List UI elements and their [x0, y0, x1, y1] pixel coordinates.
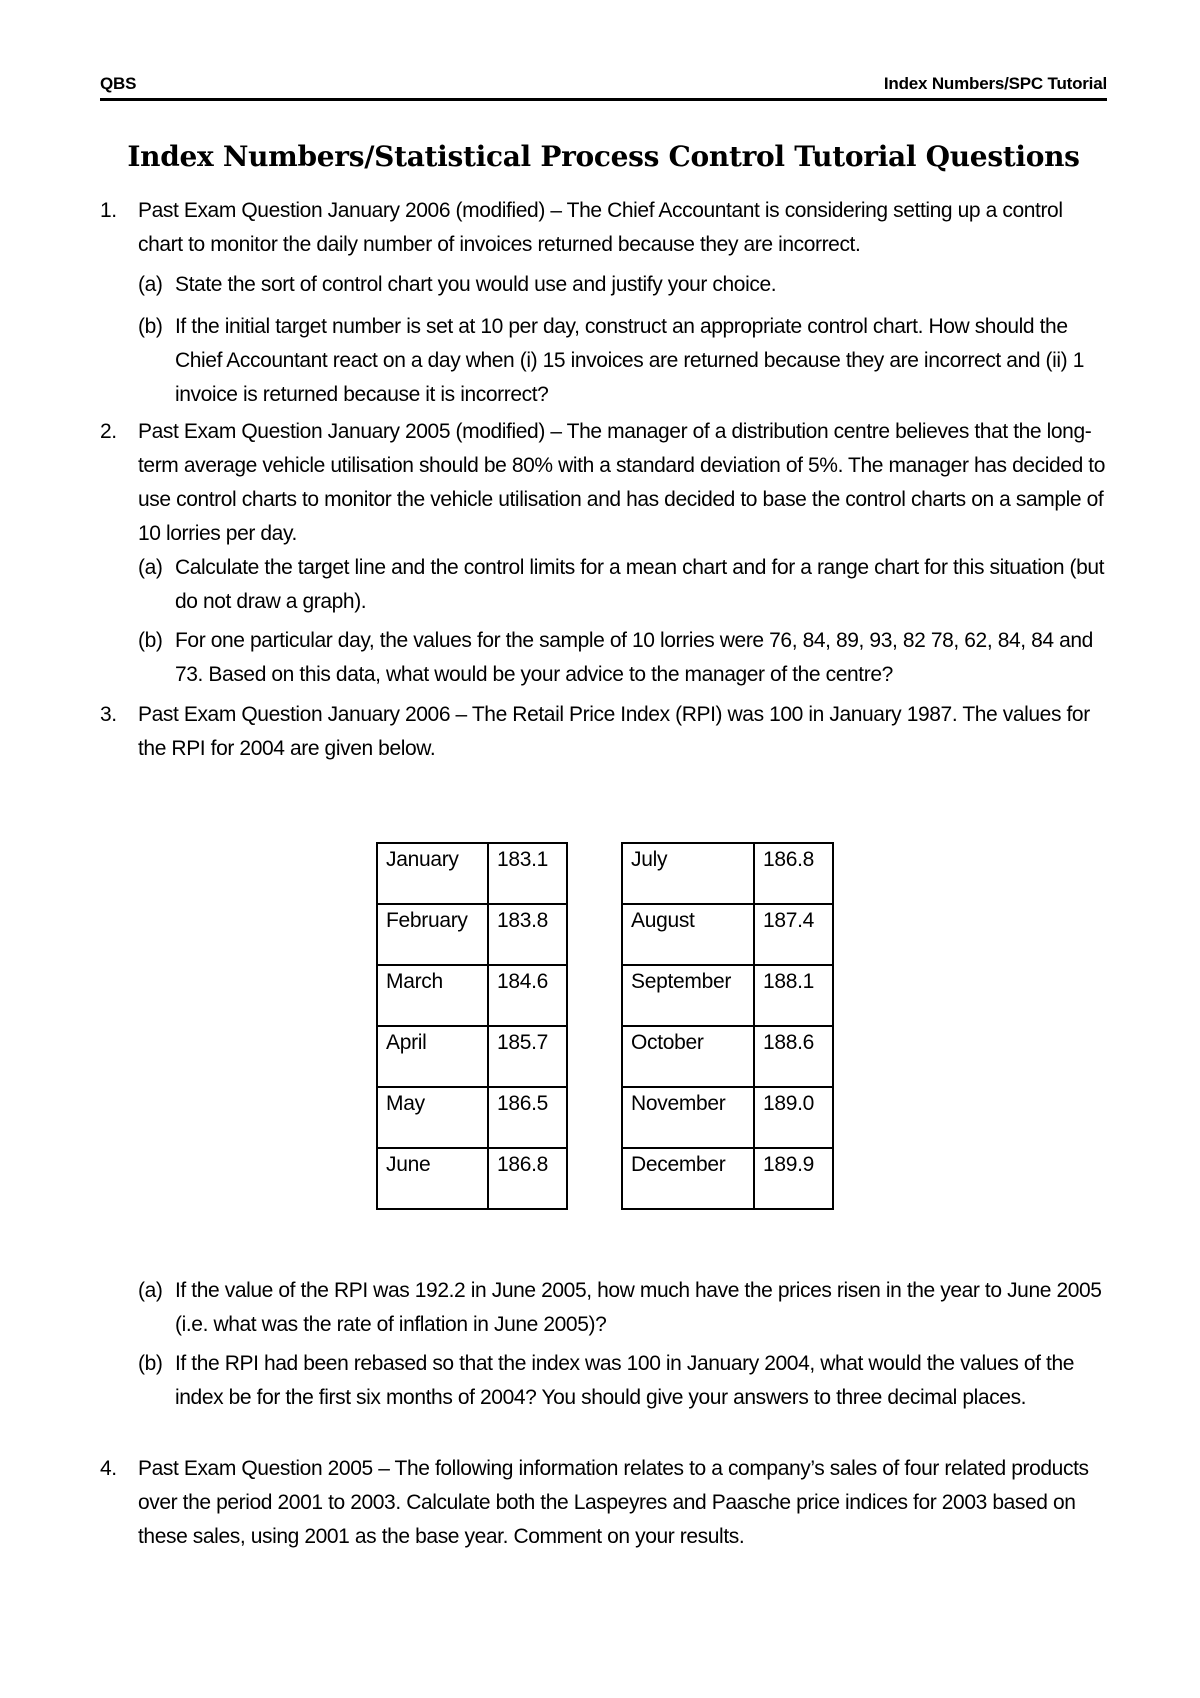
question-text: Past Exam Question January 2006 (modified) – The Chief Accountant is considering setting up a control chart to monitor the daily number of invoices returned because they are incorrect.: [138, 199, 1063, 256]
value-cell: 189.0: [754, 1087, 833, 1148]
month-cell: January: [377, 843, 488, 904]
header-right: Index Numbers/SPC Tutorial: [883, 74, 1107, 93]
value-cell: 188.6: [754, 1026, 833, 1087]
table-row: [622, 965, 833, 1026]
table-row: [622, 904, 833, 965]
value-cell: 185.7: [488, 1026, 567, 1087]
table-row: [377, 1087, 567, 1148]
part-label: (a): [138, 273, 163, 296]
month-cell: August: [622, 904, 754, 965]
part-label: (a): [138, 556, 163, 579]
rpi-table-right: [621, 842, 834, 1210]
part-text: If the RPI had been rebased so that the index was 100 in January 2004, what would the values of the index be for the first six months of 2004? You should give your answers to three decimal places.: [175, 1352, 1075, 1409]
value-cell: 184.6: [488, 965, 567, 1026]
question-text: Past Exam Question January 2005 (modified) – The manager of a distribution centre believes that the long-term average vehicle utilisation should be 80% with a standard deviation of 5%. The manager has decided to use control charts to monitor the vehicle utilisation and has decided to base the control charts on a sample of 10 lorries per day.: [138, 420, 1105, 545]
page-header: [100, 74, 1107, 98]
table-row: [377, 904, 567, 965]
month-cell: June: [377, 1148, 488, 1209]
part-label: (b): [138, 315, 163, 338]
value-cell: 183.8: [488, 904, 567, 965]
month-cell: April: [377, 1026, 488, 1087]
part-label: (b): [138, 629, 163, 652]
month-cell: February: [377, 904, 488, 965]
header-left: QBS: [100, 74, 137, 93]
table-row: [622, 1026, 833, 1087]
question-number: 4.: [100, 1457, 117, 1480]
month-cell: July: [622, 843, 754, 904]
part-text: Calculate the target line and the control limits for a mean chart and for a range chart for this situation (but do not draw a graph).: [175, 556, 1105, 613]
table-row: [622, 1087, 833, 1148]
value-cell: 186.5: [488, 1087, 567, 1148]
value-cell: 187.4: [754, 904, 833, 965]
value-cell: 189.9: [754, 1148, 833, 1209]
rpi-table-left: [376, 842, 568, 1210]
part-text: For one particular day, the values for the sample of 10 lorries were 76, 84, 89, 93, 82 78, 62, 84, 84 and 73. Based on this data, what would be your advice to the manager of the centre?: [175, 629, 1093, 686]
question-text: Past Exam Question January 2006 – The Retail Price Index (RPI) was 100 in January 1987. The values for the RPI for 2004 are given below.: [138, 703, 1090, 760]
header-rule: [100, 98, 1107, 101]
table-row: [377, 965, 567, 1026]
question-number: 1.: [100, 199, 117, 222]
table-row: [622, 1148, 833, 1209]
table-row: [377, 843, 567, 904]
question-text: Past Exam Question 2005 – The following information relates to a company’s sales of four related products over the period 2001 to 2003. Calculate both the Laspeyres and Paasche price indices for 2003 based on these sales, using 2001 as the base year. Comment on your results.: [138, 1457, 1089, 1548]
month-cell: December: [622, 1148, 754, 1209]
value-cell: 186.8: [754, 843, 833, 904]
month-cell: November: [622, 1087, 754, 1148]
part-label: (a): [138, 1279, 163, 1302]
value-cell: 186.8: [488, 1148, 567, 1209]
part-text: State the sort of control chart you would use and justify your choice.: [175, 273, 777, 296]
month-cell: May: [377, 1087, 488, 1148]
question-number: 3.: [100, 703, 117, 726]
table-row: [622, 843, 833, 904]
value-cell: 183.1: [488, 843, 567, 904]
page-title: Index Numbers/Statistical Process Control Tutorial Questions: [127, 140, 1080, 173]
table-row: [377, 1148, 567, 1209]
table-row: [377, 1026, 567, 1087]
part-text: If the value of the RPI was 192.2 in June 2005, how much have the prices risen in the year to June 2005 (i.e. what was the rate of inflation in June 2005)?: [175, 1279, 1102, 1336]
part-text: If the initial target number is set at 10 per day, construct an appropriate control chart. How should the Chief Accountant react on a day when (i) 15 invoices are returned because they are incorrect and (ii) 1 invoice is returned because it is incorrect?: [175, 315, 1084, 406]
month-cell: October: [622, 1026, 754, 1087]
value-cell: 188.1: [754, 965, 833, 1026]
part-label: (b): [138, 1352, 163, 1375]
question-number: 2.: [100, 420, 117, 443]
month-cell: March: [377, 965, 488, 1026]
month-cell: September: [622, 965, 754, 1026]
